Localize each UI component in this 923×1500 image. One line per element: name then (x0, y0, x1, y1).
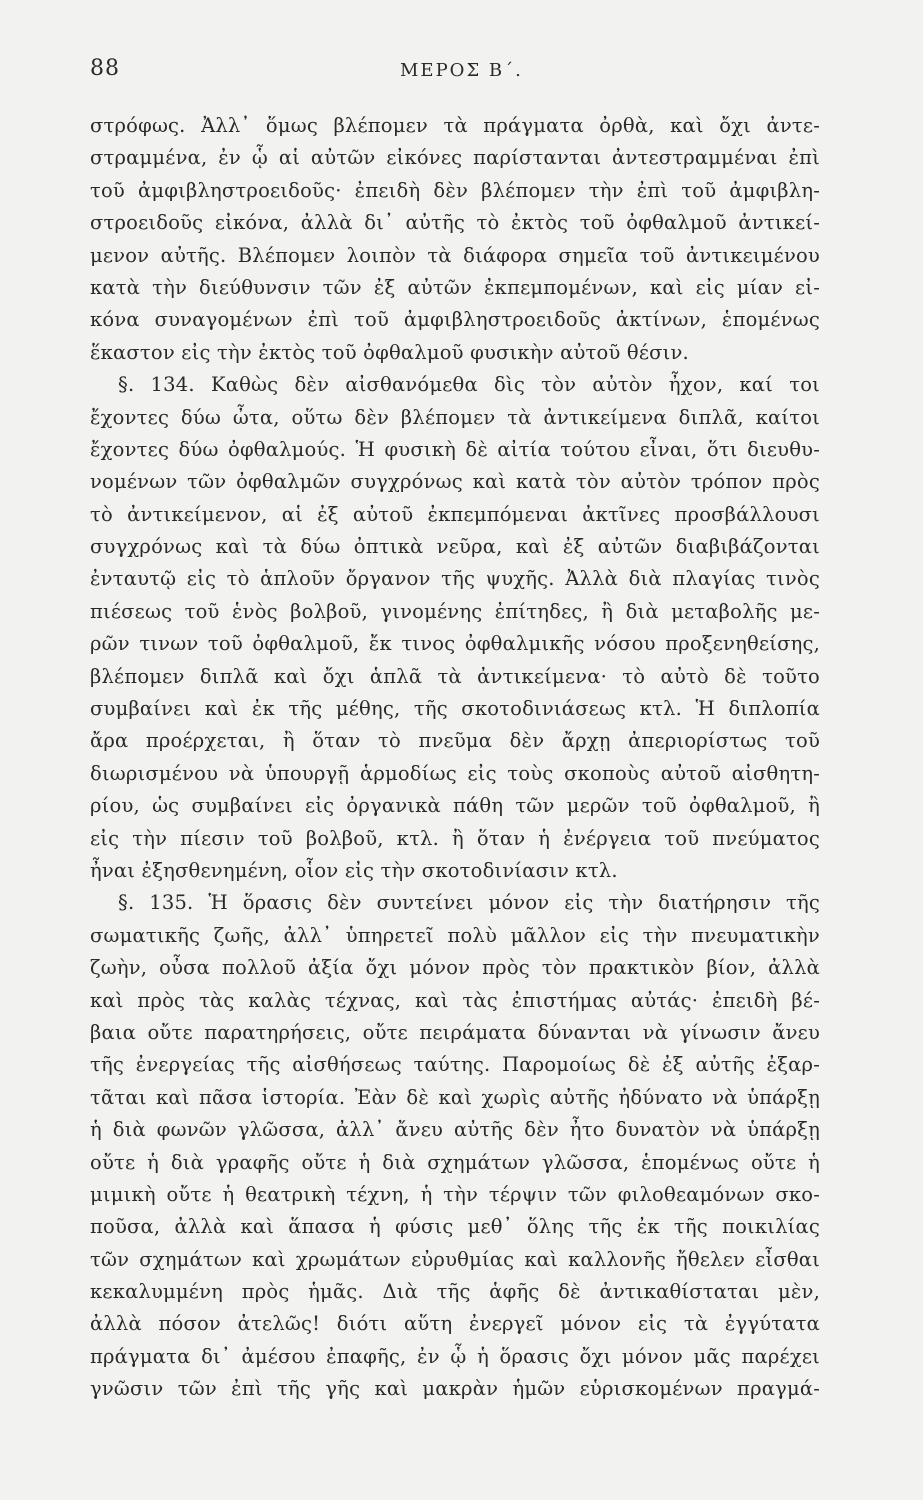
text-line: γνῶσιν τῶν ἐπὶ τῆς γῆς καὶ μακρὰν ἡμῶν εὑρισκομένων πραγμά- (90, 1377, 820, 1401)
text-line: βλέπομεν διπλᾶ καὶ ὄχι ἁπλᾶ τὰ ἀντικείμενα· τὸ αὐτὸ δὲ τοῦτο (90, 664, 820, 688)
text-line: τὸ ἀντικείμενον, αἱ ἐξ αὐτοῦ ἐκπεμπόμεναι ἀκτῖνες προσβάλλουσι (90, 502, 820, 526)
text-line: ἦναι ἐξησθενημένη, οἷον εἰς τὴν σκοτοδινίασιν κτλ. (90, 858, 618, 882)
text-line: στραμμένα, ἐν ᾧ αἱ αὐτῶν εἰκόνες παρίστανται ἀντεστραμμέναι ἐπὶ (90, 146, 820, 170)
text-line: §. 134. Καθὼς δὲν αἰσθανόμεθα δὶς τὸν αὐτὸν ἦχον, καί τοι (118, 373, 820, 397)
text-line: νομένων τῶν ὀφθαλμῶν συγχρόνως καὶ κατὰ τὸν αὐτὸν τρόπον πρὸς (90, 470, 820, 494)
text-line: πράγματα δι᾽ ἀμέσου ἐπαφῆς, ἐν ᾧ ἡ ὅρασις ὄχι μόνον μᾶς παρέχει (90, 1344, 820, 1368)
text-line: ἡ διὰ φωνῶν γλῶσσα, ἀλλ᾽ ἄνευ αὐτῆς δὲν ἦτο δυνατὸν νὰ ὑπάρξῃ (90, 1118, 820, 1142)
text-line: κατὰ τὴν διεύθυνσιν τῶν ἐξ αὐτῶν ἐκπεμπομένων, καὶ εἰς μίαν εἰ- (90, 275, 820, 299)
running-head: ΜΕΡΟΣ Β΄. (400, 60, 523, 81)
text-line: τῶν σχημάτων καὶ χρωμάτων εὐρυθμίας καὶ καλλονῆς ἤθελεν εἶσθαι (90, 1247, 820, 1271)
text-line: συγχρόνως καὶ τὰ δύω ὀπτικὰ νεῦρα, καὶ ἐξ αὐτῶν διαβιβάζονται (90, 535, 820, 559)
text-line: τᾶται καὶ πᾶσα ἱστορία. Ἐὰν δὲ καὶ χωρὶς αὐτῆς ἠδύνατο νὰ ὑπάρξῃ (90, 1085, 820, 1109)
text-line: ρίου, ὡς συμβαίνει εἰς ὀργανικὰ πάθη τῶν μερῶν τοῦ ὀφθαλμοῦ, ἢ (90, 794, 820, 818)
text-line: συμβαίνει καὶ ἐκ τῆς μέθης, τῆς σκοτοδινιάσεως κτλ. Ἡ διπλοπία (90, 697, 820, 721)
text-line: εἰς τὴν πίεσιν τοῦ βολβοῦ, κτλ. ἢ ὅταν ἡ ἐνέργεια τοῦ πνεύματος (90, 826, 820, 850)
text-line: μιμικὴ οὔτε ἡ θεατρικὴ τέχνη, ἡ τὴν τέρψιν τῶν φιλοθεαμόνων σκο- (90, 1182, 820, 1206)
text-line: διωρισμένου νὰ ὑπουργῇ ἁρμοδίως εἰς τοὺς σκοποὺς αὐτοῦ αἰσθητη- (90, 761, 820, 785)
text-line: ἄρα προέρχεται, ἢ ὅταν τὸ πνεῦμα δὲν ἄρχῃ ἀπεριορίστως τοῦ (90, 729, 820, 753)
text-line: ρῶν τινων τοῦ ὀφθαλμοῦ, ἔκ τινος ὀφθαλμικῆς νόσου προξενηθείσης, (90, 632, 820, 656)
text-line: ζωὴν, οὖσα πολλοῦ ἀξία ὄχι μόνον πρὸς τὸν πρακτικὸν βίον, ἀλλὰ (90, 956, 820, 980)
text-line: §. 135. Ἡ ὅρασις δὲν συντείνει μόνον εἰς τὴν διατήρησιν τῆς (118, 891, 820, 915)
page-header (90, 56, 820, 86)
text-line: τῆς ἐνεργείας τῆς αἰσθήσεως ταύτης. Παρομοίως δὲ ἐξ αὐτῆς ἐξαρ- (90, 1053, 820, 1077)
body-text (90, 110, 820, 1406)
text-line: ἔχοντες δύω ὀφθαλμούς. Ἡ φυσικὴ δὲ αἰτία τούτου εἶναι, ὅτι διευθυ- (90, 437, 820, 461)
text-line: ἔχοντες δύω ὦτα, οὕτω δὲν βλέπομεν τὰ ἀντικείμενα διπλᾶ, καίτοι (90, 405, 820, 429)
text-line: κόνα συναγομένων ἐπὶ τοῦ ἀμφιβληστροειδοῦς ἀκτίνων, ἑπομένως (90, 308, 820, 332)
text-line: ἕκαστον εἰς τὴν ἐκτὸς τοῦ ὀφθαλμοῦ φυσικὴν αὐτοῦ θέσιν. (90, 340, 689, 364)
text-line: βαια οὔτε παρατηρήσεις, οὔτε πειράματα δύνανται νὰ γίνωσιν ἄνευ (90, 1020, 820, 1044)
text-line: τοῦ ἀμφιβληστροειδοῦς· ἐπειδὴ δὲν βλέπομεν τὴν ἐπὶ τοῦ ἀμφιβλη- (90, 178, 820, 202)
text-line: στροειδοῦς εἰκόνα, ἀλλὰ δι᾽ αὐτῆς τὸ ἐκτὸς τοῦ ὀφθαλμοῦ ἀντικεί- (90, 211, 820, 235)
text-line: καὶ πρὸς τὰς καλὰς τέχνας, καὶ τὰς ἐπιστήμας αὐτάς· ἐπειδὴ βέ- (90, 988, 820, 1012)
text-line: ποῦσα, ἀλλὰ καὶ ἅπασα ἡ φύσις μεθ᾽ ὅλης τῆς ἐκ τῆς ποικιλίας (90, 1215, 820, 1239)
text-line: πιέσεως τοῦ ἑνὸς βολβοῦ, γινομένης ἐπίτηδες, ἢ διὰ μεταβολῆς με- (90, 599, 820, 623)
page-number: 88 (90, 56, 120, 81)
text-line: κεκαλυμμένη πρὸς ἡμᾶς. Διὰ τῆς ἁφῆς δὲ ἀντικαθίσταται μὲν, (90, 1280, 820, 1304)
text-line: στρόφως. Ἀλλ᾽ ὅμως βλέπομεν τὰ πράγματα ὀρθὰ, καὶ ὄχι ἀντε- (90, 114, 820, 137)
text-line: σωματικῆς ζωῆς, ἀλλ᾽ ὑπηρετεῖ πολὺ μᾶλλον εἰς τὴν πνευματικὴν (90, 923, 820, 947)
text-line: ἐνταυτῷ εἰς τὸ ἁπλοῦν ὄργανον τῆς ψυχῆς. Ἀλλὰ διὰ πλαγίας τινὸς (90, 567, 820, 591)
text-line: ἀλλὰ πόσον ἀτελῶς! διότι αὕτη ἐνεργεῖ μόνον εἰς τὰ ἐγγύτατα (90, 1312, 820, 1336)
text-line: οὔτε ἡ διὰ γραφῆς οὔτε ἡ διὰ σχημάτων γλῶσσα, ἑπομένως οὔτε ἡ (90, 1150, 820, 1174)
text-line: μενον αὐτῆς. Βλέπομεν λοιπὸν τὰ διάφορα σημεῖα τοῦ ἀντικειμένου (90, 243, 820, 267)
